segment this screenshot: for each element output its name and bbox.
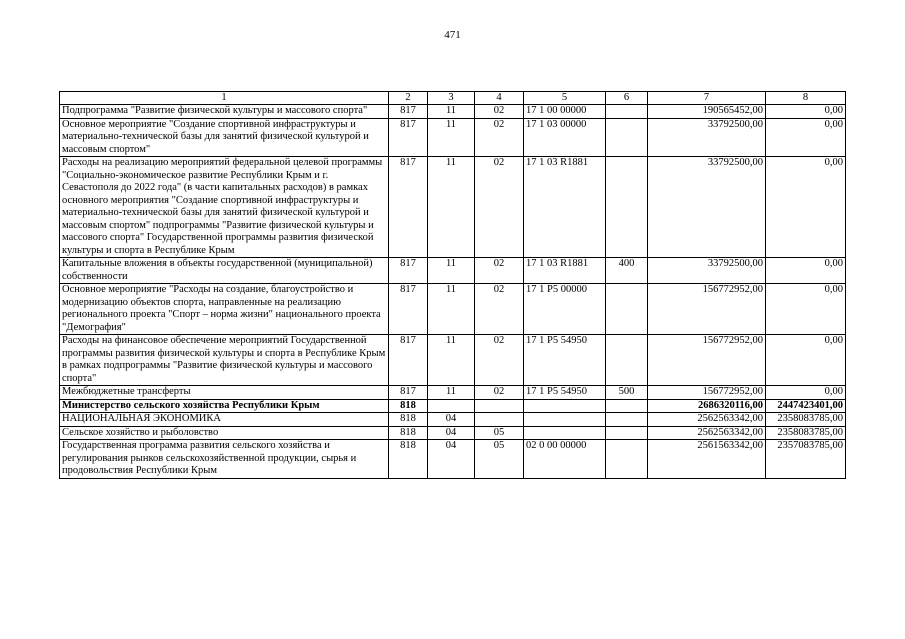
subsection-code: 02: [475, 157, 524, 258]
subsection-code: 02: [475, 335, 524, 386]
header-col-2: 2: [389, 92, 428, 105]
ministry-code: 817: [389, 284, 428, 335]
amount-col-7: 156772952,00: [648, 335, 766, 386]
table-row: [60, 258, 846, 284]
row-name: Подпрограмма "Развитие физической культуры и массового спорта": [60, 105, 389, 119]
target-code: 17 1 00 00000: [524, 105, 606, 119]
header-col-5: 5: [524, 92, 606, 105]
section-code: 04: [428, 426, 475, 440]
ministry-code: 817: [389, 258, 428, 284]
target-code: 02 0 00 00000: [524, 440, 606, 479]
amount-col-7: 33792500,00: [648, 157, 766, 258]
amount-col-7: 2686320116,00: [648, 399, 766, 413]
header-col-3: 3: [428, 92, 475, 105]
row-name: Министерство сельского хозяйства Республики Крым: [60, 399, 389, 413]
section-code: 11: [428, 335, 475, 386]
amount-col-8: 2357083785,00: [766, 440, 846, 479]
table-row: [60, 413, 846, 427]
subsection-code: 02: [475, 105, 524, 119]
header-col-1: 1: [60, 92, 389, 105]
target-code: 17 1 03 00000: [524, 118, 606, 157]
target-code: 17 1 P5 54950: [524, 335, 606, 386]
ministry-code: 817: [389, 157, 428, 258]
row-name: Расходы на реализацию мероприятий федеральной целевой программы "Социально-экономическое развитие Республики Крым и г. Севастополя до 2022 года" (в части капитальных расходов) в рамках основного мероприятия "Создание спортивной инфраструктуры и материально-технической базы для занятий физической культурой и массовым спортом" подпрограммы "Развитие физической культуры и массового спорта" Государственной программы развития физической культуры и спорта в Республике Крым: [60, 157, 389, 258]
amount-col-7: 190565452,00: [648, 105, 766, 119]
target-code: 17 1 P5 54950: [524, 386, 606, 400]
amount-col-7: 156772952,00: [648, 284, 766, 335]
budget-table: [59, 91, 846, 479]
row-name: Основное мероприятие "Создание спортивной инфраструктуры и материально-технической базы для занятий физической культурой и массовым спортом": [60, 118, 389, 157]
section-code: 11: [428, 258, 475, 284]
row-name: Основное мероприятие "Расходы на создание, благоустройство и модернизацию объектов спорта, направленные на реализацию регионального проекта "Спорт – норма жизни" национального проекта "Демография": [60, 284, 389, 335]
row-name: Сельское хозяйство и рыболовство: [60, 426, 389, 440]
section-code: [428, 399, 475, 413]
header-col-6: 6: [606, 92, 648, 105]
amount-col-8: 2358083785,00: [766, 426, 846, 440]
row-name: Государственная программа развития сельского хозяйства и регулирования рынков сельскохозяйственной продукции, сырья и продовольствия Республики Крым: [60, 440, 389, 479]
ministry-code: 818: [389, 399, 428, 413]
row-name: НАЦИОНАЛЬНАЯ ЭКОНОМИКА: [60, 413, 389, 427]
ministry-code: 818: [389, 413, 428, 427]
table-row: [60, 118, 846, 157]
subsection-code: 02: [475, 118, 524, 157]
amount-col-8: 0,00: [766, 118, 846, 157]
ministry-code: 817: [389, 118, 428, 157]
expense-type-code: [606, 157, 648, 258]
header-col-7: 7: [648, 92, 766, 105]
amount-col-7: 33792500,00: [648, 118, 766, 157]
table-row: [60, 440, 846, 479]
amount-col-8: 0,00: [766, 105, 846, 119]
expense-type-code: [606, 399, 648, 413]
ministry-code: 817: [389, 386, 428, 400]
section-code: 04: [428, 440, 475, 479]
subsection-code: 05: [475, 440, 524, 479]
amount-col-7: 156772952,00: [648, 386, 766, 400]
subsection-code: 02: [475, 284, 524, 335]
amount-col-7: 2561563342,00: [648, 440, 766, 479]
ministry-code: 817: [389, 105, 428, 119]
section-code: 11: [428, 386, 475, 400]
ministry-code: 818: [389, 440, 428, 479]
target-code: 17 1 03 R1881: [524, 258, 606, 284]
target-code: [524, 426, 606, 440]
ministry-code: 818: [389, 426, 428, 440]
amount-col-8: 0,00: [766, 157, 846, 258]
table-row: [60, 157, 846, 258]
subsection-code: [475, 399, 524, 413]
expense-type-code: [606, 440, 648, 479]
subsection-code: [475, 413, 524, 427]
expense-type-code: [606, 335, 648, 386]
ministry-code: 817: [389, 335, 428, 386]
subsection-code: 02: [475, 258, 524, 284]
amount-col-7: 2562563342,00: [648, 426, 766, 440]
amount-col-7: 2562563342,00: [648, 413, 766, 427]
target-code: 17 1 03 R1881: [524, 157, 606, 258]
row-name: Капитальные вложения в объекты государственной (муниципальной) собственности: [60, 258, 389, 284]
subsection-code: 05: [475, 426, 524, 440]
target-code: 17 1 P5 00000: [524, 284, 606, 335]
table-row: [60, 426, 846, 440]
table-row: [60, 386, 846, 400]
target-code: [524, 413, 606, 427]
amount-col-8: 0,00: [766, 284, 846, 335]
header-row: [60, 92, 846, 105]
subsection-code: 02: [475, 386, 524, 400]
table-row: [60, 399, 846, 413]
header-col-4: 4: [475, 92, 524, 105]
section-code: 04: [428, 413, 475, 427]
row-name: Межбюджетные трансферты: [60, 386, 389, 400]
section-code: 11: [428, 284, 475, 335]
expense-type-code: [606, 284, 648, 335]
table-row: [60, 105, 846, 119]
amount-col-8: 0,00: [766, 386, 846, 400]
amount-col-7: 33792500,00: [648, 258, 766, 284]
amount-col-8: 2447423401,00: [766, 399, 846, 413]
expense-type-code: 400: [606, 258, 648, 284]
target-code: [524, 399, 606, 413]
expense-type-code: [606, 413, 648, 427]
amount-col-8: 0,00: [766, 258, 846, 284]
expense-type-code: [606, 105, 648, 119]
amount-col-8: 2358083785,00: [766, 413, 846, 427]
section-code: 11: [428, 157, 475, 258]
expense-type-code: 500: [606, 386, 648, 400]
expense-type-code: [606, 118, 648, 157]
row-name: Расходы на финансовое обеспечение мероприятий Государственной программы развития физической культуры и спорта в Республике Крым в рамках подпрограммы "Развитие физической культуры и массового спорта": [60, 335, 389, 386]
amount-col-8: 0,00: [766, 335, 846, 386]
section-code: 11: [428, 118, 475, 157]
table-row: [60, 335, 846, 386]
page-number: 471: [444, 29, 461, 41]
expense-type-code: [606, 426, 648, 440]
section-code: 11: [428, 105, 475, 119]
table-row: [60, 284, 846, 335]
header-col-8: 8: [766, 92, 846, 105]
